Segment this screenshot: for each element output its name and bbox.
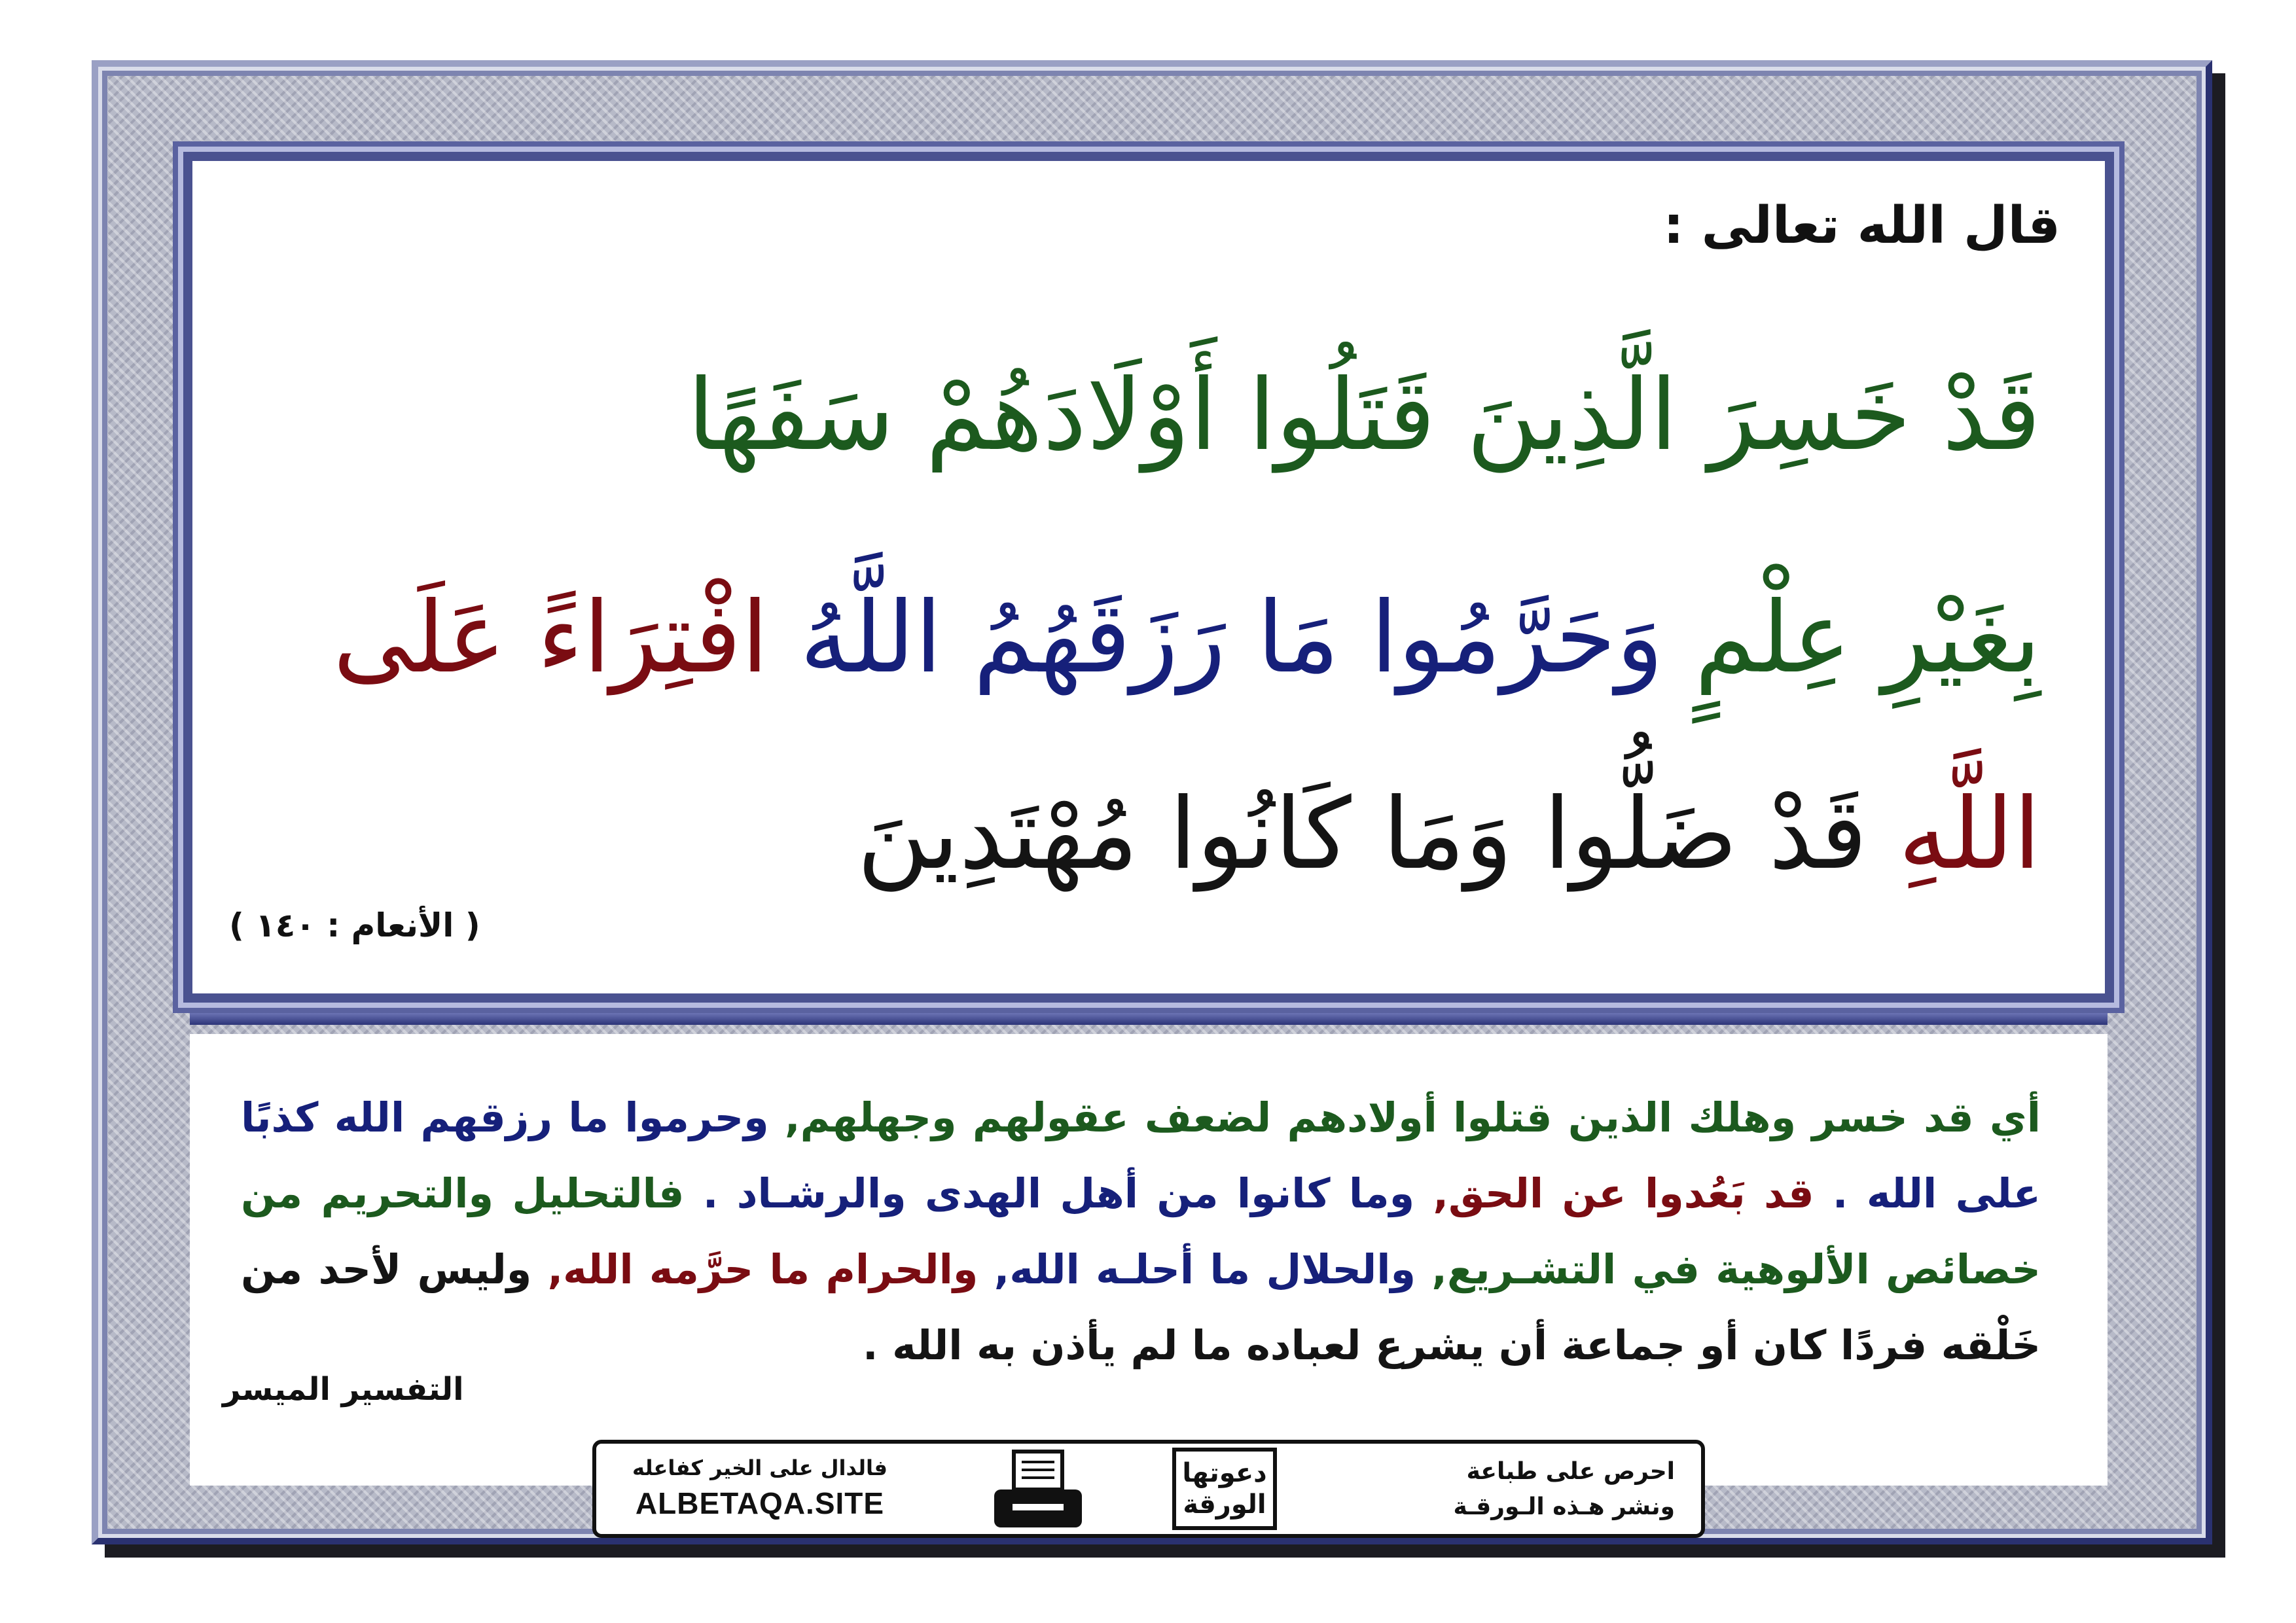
footer-banner — [592, 1440, 1705, 1538]
verse-intro: قال الله تعالى : — [1663, 196, 2060, 255]
verse-line-3 — [857, 777, 2041, 891]
site-tagline: فالدال على الخير كفاعله — [632, 1455, 888, 1480]
verse-segment: وَحَرَّمُوا مَا رَزَقَهُمُ اللَّهُ — [799, 581, 1664, 695]
verse-segment: بِغَيْرِ عِلْمٍ — [1695, 581, 2041, 695]
logo-text-top: دعوتها — [1182, 1458, 1267, 1488]
tafsir-segment: وحرموا ما رزقهم الله كذبًا على الله . — [241, 1094, 2041, 1217]
tafsir-segment: والحلال ما أحلـه الله, — [978, 1245, 1416, 1293]
verse-line-2 — [332, 581, 2041, 695]
tafsir-segment: وليس لأحد من خَلْقه فردًا كان أو جماعة أن يشرع لعباده ما لم يأذن به الله . — [241, 1245, 2041, 1369]
panel-divider — [190, 1013, 2108, 1025]
print-reminder-line-2: ونشر هـذه الـورقـة — [1453, 1493, 1675, 1520]
tafsir-text — [241, 1080, 2041, 1383]
tafsir-segment: فالتحليل والتحريم من خصائص الألوهية في التشـريع, — [241, 1169, 2041, 1293]
verse-segment: قَدْ خَسِرَ الَّذِينَ قَتَلُوا أَوْلَادَهُمْ سَفَهًا — [687, 359, 2041, 473]
verse-segment: اللَّهِ — [1898, 777, 2041, 891]
print-reminder-line-1: احرص على طباعة — [1466, 1458, 1675, 1485]
verse-segment: افْتِرَاءً عَلَى — [332, 581, 769, 695]
print-reminder — [1454, 1454, 1675, 1525]
verse-reference: ( الأنعام : ١٤٠ ) — [229, 906, 480, 944]
tafsir-segment: والحرام ما حرَّمه الله, — [531, 1245, 978, 1293]
verse-segment: قَدْ ضَلُّوا وَمَا كَانُوا مُهْتَدِينَ — [857, 777, 1867, 891]
tafsir-source: التفسير الميسر — [223, 1371, 464, 1408]
calligraphy-logo — [1172, 1448, 1277, 1530]
site-block — [616, 1455, 904, 1521]
tafsir-segment: قد بَعُدوا عن الحق, — [1414, 1169, 1814, 1217]
verse-line-1 — [687, 359, 2041, 473]
tafsir-segment: وما كانوا من أهل الهدى والرشـاد . — [684, 1169, 1415, 1217]
site-url[interactable]: ALBETAQA.SITE — [635, 1486, 885, 1520]
tafsir-segment: أي قد خسر وهلك الذين قتلوا أولادهم لضعف عقولهم وجهلهم, — [768, 1094, 2041, 1141]
logo-text-bottom: الورقة — [1183, 1489, 1266, 1520]
printer-icon — [989, 1449, 1087, 1534]
